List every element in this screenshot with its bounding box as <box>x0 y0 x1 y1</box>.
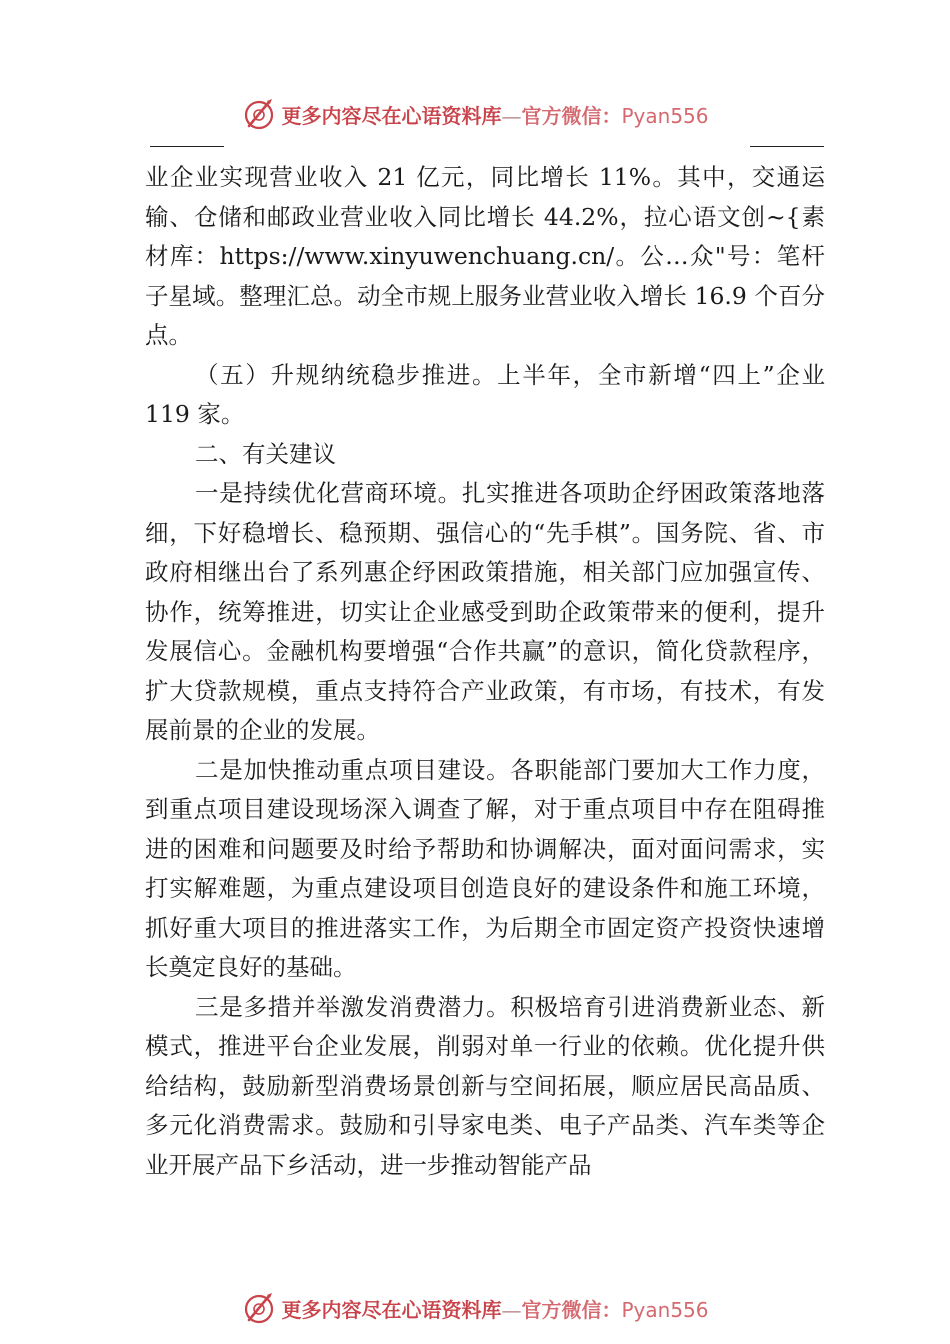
banner-main: 更多内容尽在心语资料库 <box>281 1297 502 1322</box>
footer-banner-inner <box>241 1290 708 1326</box>
section-heading: 二、有关建议 <box>195 439 336 468</box>
paragraph-suggestion-1: 一是持续优化营商环境。扎实推进各项助企纾困政策落地落细，下好稳增长、稳预期、强信心的“先手棋”。国务院、省、市政府相继出台了系列惠企纾困政策措施，相关部门应加强宣传、协作，统筹推进，切实让企业感受到助企政策带来的便利，提升发展信心。金融机构要增强“合作共赢”的意识，简化贷款程序，扩大贷款规模，重点支持符合产业政策，有市场，有技术，有发展前景的企业的发展。 <box>145 479 825 744</box>
banner-tail: 官方微信： <box>521 1297 622 1322</box>
header-banner <box>0 94 950 134</box>
header-rule-left <box>150 146 224 147</box>
banner-wechat-id: Pyan556 <box>621 103 709 128</box>
banner-text <box>281 1294 708 1323</box>
footer-banner <box>0 1288 950 1328</box>
paragraph-suggestion-3: 三是多措并举激发消费潜力。积极培育引进消费新业态、新模式，推进平台企业发展，削弱对单一行业的依赖。优化提升供给结构，鼓励新型消费场景创新与空间拓展，顺应居民高品质、多元化消费需求。鼓励和引导家电类、电子产品类、汽车类等企业开展产品下乡活动，进一步推动智能产品 <box>145 992 825 1179</box>
banner-main: 更多内容尽在心语资料库 <box>281 103 502 128</box>
header-rule-right <box>750 146 824 147</box>
brand-logo-icon <box>241 1290 277 1326</box>
paragraph-suggestion-2: 二是加快推动重点项目建设。各职能部门要加大工作力度，到重点项目建设现场深入调查了解，对于重点项目中存在阻碍推进的困难和问题要及时给予帮助和协调解决，面对面问需求，实打实解难题，为重点建设项目创造良好的建设条件和施工环境，抓好重大项目的推进落实工作，为后期全市固定资产投资快速增长奠定良好的基础。 <box>145 755 825 981</box>
paragraph-item-5: （五）升规纳统稳步推进。上半年，全市新增“四上”企业 119 家。 <box>145 360 825 428</box>
paragraph-continuation: 业企业实现营业收入 21 亿元，同比增长 11%。其中，交通运输、仓储和邮政业营业收入同比增长 44.2%，拉心语文创~{素材库：https://www.xinyuwenchuang.cn/。公…众"号：笔杆子星域。整理汇总。动全市规上服务业营业收入增长 16.9 个百分点。 <box>145 163 825 349</box>
banner-dash: — <box>501 103 522 128</box>
banner-text <box>281 100 708 129</box>
banner-wechat-id: Pyan556 <box>621 1297 709 1322</box>
brand-logo-icon <box>241 96 277 132</box>
banner-tail: 官方微信： <box>521 103 622 128</box>
banner-dash: — <box>501 1297 522 1322</box>
header-banner-inner <box>241 96 708 132</box>
document-body <box>145 158 825 1185</box>
